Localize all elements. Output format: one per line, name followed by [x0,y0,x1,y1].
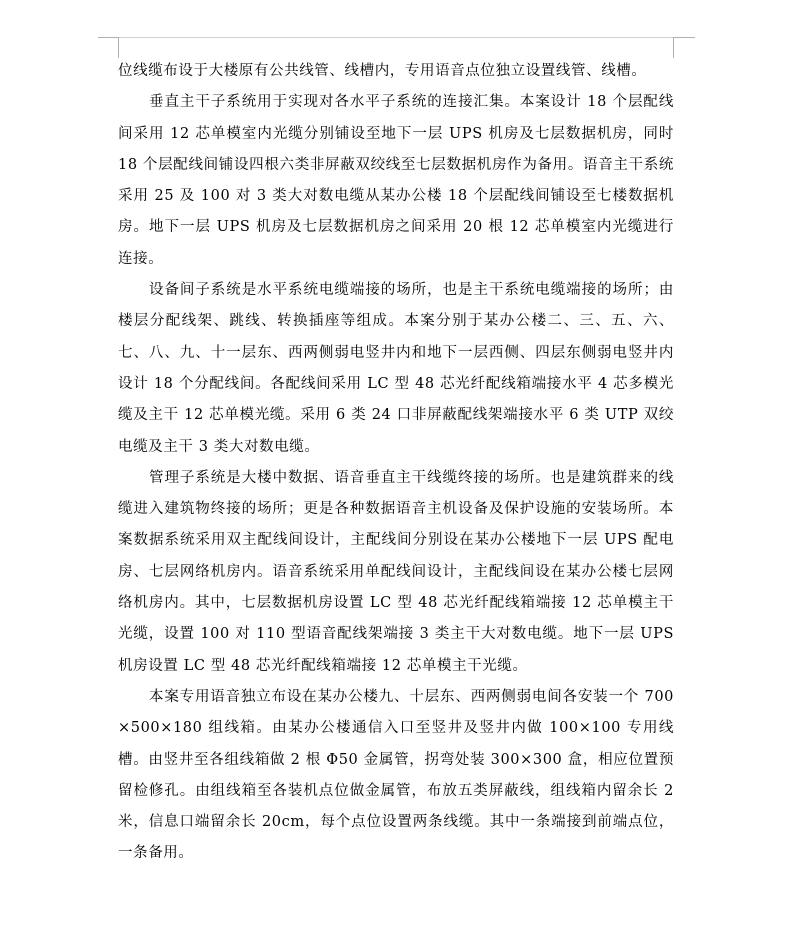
margin-corner-mark-right-vertical [673,37,674,58]
document-body[interactable] [118,56,674,870]
paragraph-backbone-subsystem: 垂直主干子系统用于实现对各水平子系统的连接汇集。本案设计 18 个层配线间采用 12 芯单模室内光缆分别铺设至地下一层 UPS 机房及七层数据机房，同时 18 个层配线间铺设四根六类非屏蔽双绞线至七层数据机房作为备用。语音主干系统采用 25 及 100 对 3 类大对数电缆从某办公楼 18 个层配线间铺设至七楼数据机房。地下一层 UPS 机房及七层数据机房之间采用 20 根 12 芯单模室内光缆进行连接。 [118,94,674,267]
paragraph-continuation: 位线缆布设于大楼原有公共线管、线槽内，专用语音点位独立设置线管、线槽。 [118,63,647,79]
margin-corner-mark-right [673,37,695,38]
margin-corner-mark-left [98,37,118,38]
page-top-boundary [118,37,673,38]
paragraph-equipment-room-subsystem: 设备间子系统是水平系统电缆端接的场所，也是主干系统电缆端接的场所；由楼层分配线架、跳线、转换插座等组成。本案分别于某办公楼二、三、五、六、七、八、九、十一层东、西两侧弱电竖井内和地下一层西侧、四层东侧弱电竖井内设计 18 个分配线间。各配线间采用 LC 型 48 芯光纤配线箱端接水平 4 芯多模光缆及主干 12 芯单模光缆。采用 6 类 24 口非屏蔽配线架端接水平 6 类 UTP 双绞电缆及主干 3 类大对数电缆。 [118,282,674,455]
paragraph-management-subsystem: 管理子系统是大楼中数据、语音垂直主干线缆终接的场所。也是建筑群来的线缆进入建筑物终接的场所；更是各种数据语音主机设备及保护设施的安装场所。本案数据系统采用双主配线间设计，主配线间分别设在某办公楼地下一层 UPS 配电房、七层网络机房内。语音系统采用单配线间设计，主配线间设在某办公楼七层网络机房内。其中，七层数据机房设置 LC 型 48 芯光纤配线箱端接 12 芯单模主干光缆，设置 100 对 110 型语音配线架端接 3 类主干大对数电缆。地下一层 UPS 机房设置 LC 型 48 芯光纤配线箱端接 12 芯单模主干光缆。 [118,469,674,674]
paragraph-voice-layout: 本案专用语音独立布设在某办公楼九、十层东、西两侧弱电间各安装一个 700×500×180 组线箱。由某办公楼通信入口至竖井及竖井内做 100×100 专用线槽。由竖井至各组线箱做 2 根 Φ50 金属管，拐弯处装 300×300 盒，相应位置预留检修孔。由组线箱至各装机点位做金属管，布放五类屏蔽线，组线箱内留余长 2 米，信息口端留余长 20cm，每个点位设置两条线缆。其中一条端接到前端点位，一条备用。 [118,688,674,862]
margin-corner-mark-left-vertical [118,37,119,58]
